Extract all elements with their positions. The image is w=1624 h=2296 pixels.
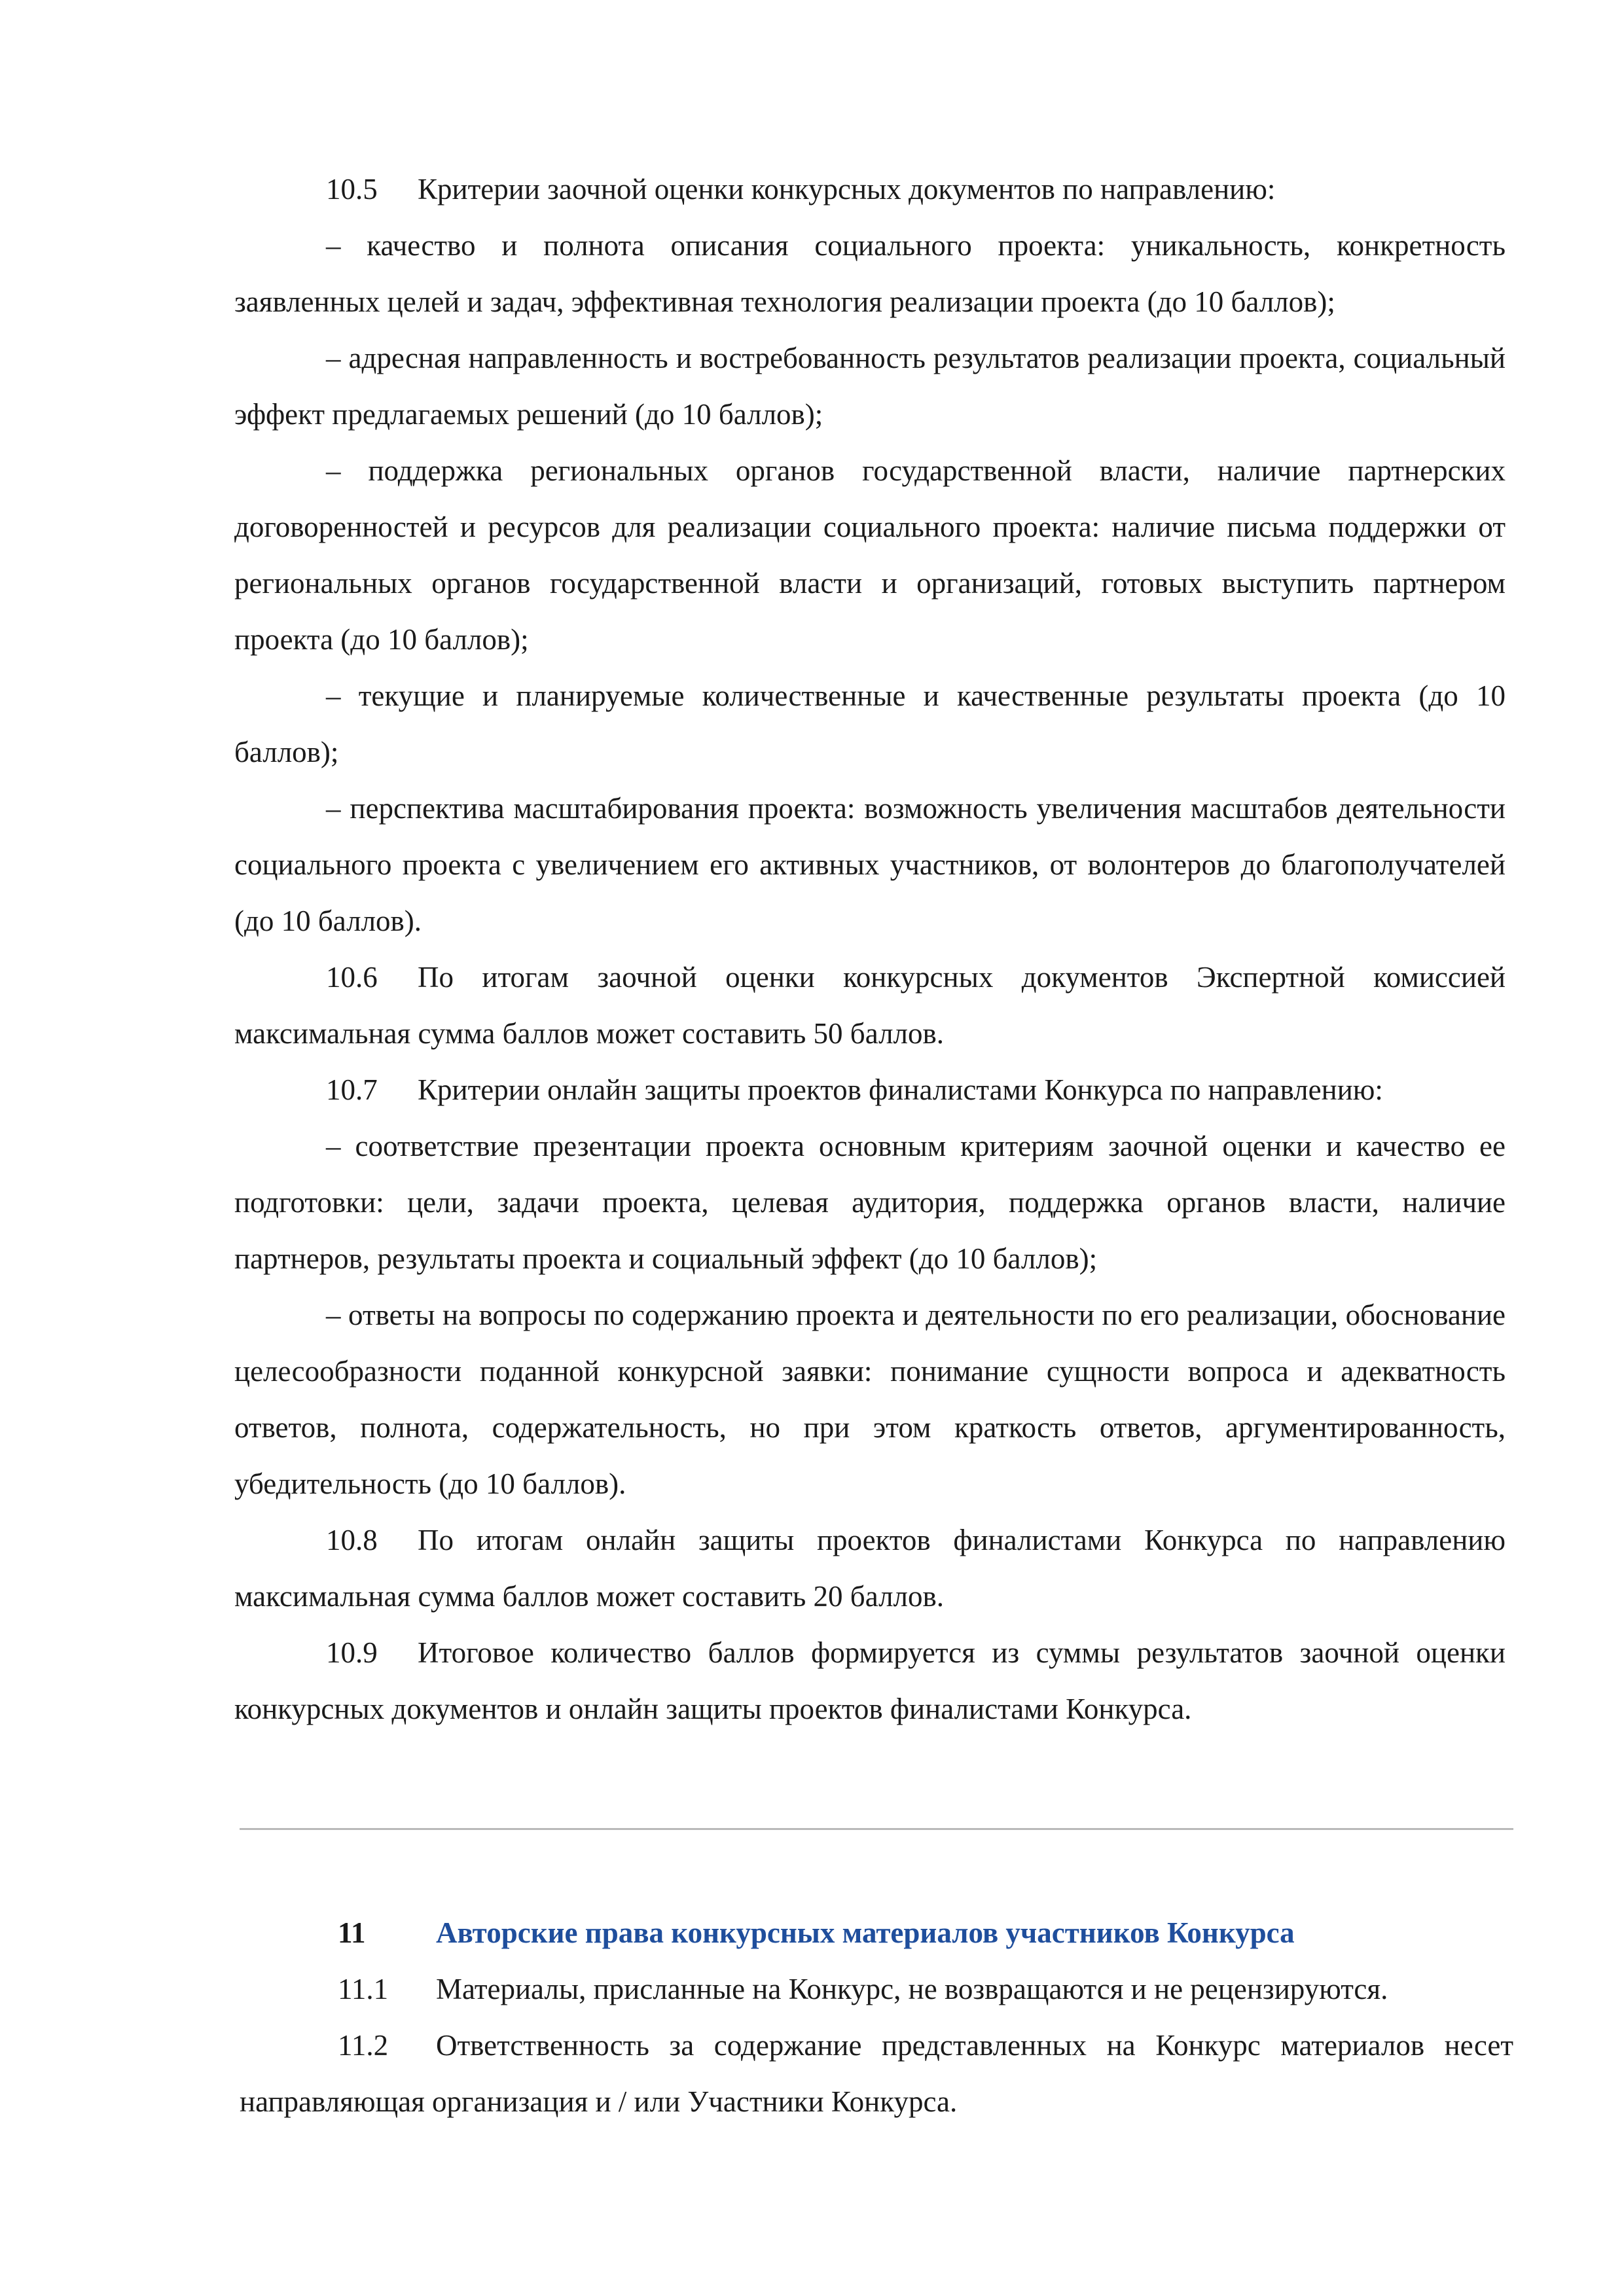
section-number: 11 (338, 1916, 366, 1949)
section-11-copyright (240, 1905, 1513, 2130)
paragraph-number: 11.1 (338, 1973, 389, 2005)
paragraph-number: 11.2 (338, 2029, 389, 2062)
paragraph-number: 10.6 (326, 961, 378, 994)
paragraph-text: Ответственность за содержание представленных на Конкурс материалов несет направляющая организация и / или Участники Конкурса. (240, 2029, 1513, 2118)
criterion-item: – текущие и планируемые количественные и качественные результаты проекта (до 10 баллов); (234, 679, 1506, 768)
paragraph-10-6 (234, 949, 1506, 1062)
section-divider (240, 1828, 1513, 1830)
paragraph-text: Итоговое количество баллов формируется из суммы результатов заочной оценки конкурсных документов и онлайн защиты проектов финалистами Конкурса. (234, 1636, 1506, 1725)
paragraph-text: По итогам заочной оценки конкурсных документов Экспертной комиссией максимальная сумма баллов может составить 50 баллов. (234, 961, 1506, 1050)
paragraph-10-5 (234, 161, 1506, 217)
paragraph-11-2 (240, 2017, 1513, 2130)
paragraph-10-9 (234, 1624, 1506, 1737)
paragraph-number: 10.8 (326, 1524, 378, 1556)
criterion-item: – соответствие презентации проекта основным критериям заочной оценки и качество ее подготовки: цели, задачи проекта, целевая аудитория, поддержка органов власти, наличие партнеров, результаты проекта и социальный эффект (до 10 баллов); (234, 1130, 1506, 1275)
paragraph-text: Критерии заочной оценки конкурсных документов по направлению: (418, 173, 1276, 206)
paragraph-10-8 (234, 1512, 1506, 1624)
paragraph-text: По итогам онлайн защиты проектов финалистами Конкурса по направлению максимальная сумма баллов может составить 20 баллов. (234, 1524, 1506, 1613)
criterion-item: – адресная направленность и востребованность результатов реализации проекта, социальный эффект предлагаемых решений (до 10 баллов); (234, 342, 1506, 431)
criterion-item: – ответы на вопросы по содержанию проекта и деятельности по его реализации, обоснование целесообразности поданной конкурсной заявки: понимание сущности вопроса и адекватность ответов, полнота, содержательность, но при этом краткость ответов, аргументированность, убедительность (до 10 баллов). (234, 1299, 1506, 1500)
section-title: Авторские права конкурсных материалов участников Конкурса (436, 1916, 1295, 1949)
paragraph-10-7 (234, 1062, 1506, 1118)
paragraph-number: 10.9 (326, 1636, 378, 1669)
paragraph-text: Критерии онлайн защиты проектов финалистами Конкурса по направлению: (418, 1073, 1383, 1106)
criterion-item: – перспектива масштабирования проекта: возможность увеличения масштабов деятельности социального проекта с увеличением его активных участников, от волонтеров до благополучателей (до 10 баллов). (234, 792, 1506, 937)
criterion-item: – поддержка региональных органов государственной власти, наличие партнерских договоренностей и ресурсов для реализации социального проекта: наличие письма поддержки от региональных органов государственной власти и организаций, готовых выступить партнером проекта (до 10 баллов); (234, 454, 1506, 656)
paragraph-11-1 (240, 1961, 1513, 2017)
section-10-criteria (234, 161, 1506, 1737)
criterion-item: – качество и полнота описания социального проекта: уникальность, конкретность заявленных целей и задач, эффективная технология реализации проекта (до 10 баллов); (234, 229, 1506, 318)
paragraph-number: 10.7 (326, 1073, 378, 1106)
paragraph-text: Материалы, присланные на Конкурс, не возвращаются и не рецензируются. (436, 1973, 1388, 2005)
paragraph-number: 10.5 (326, 173, 378, 206)
section-heading (240, 1905, 1513, 1961)
